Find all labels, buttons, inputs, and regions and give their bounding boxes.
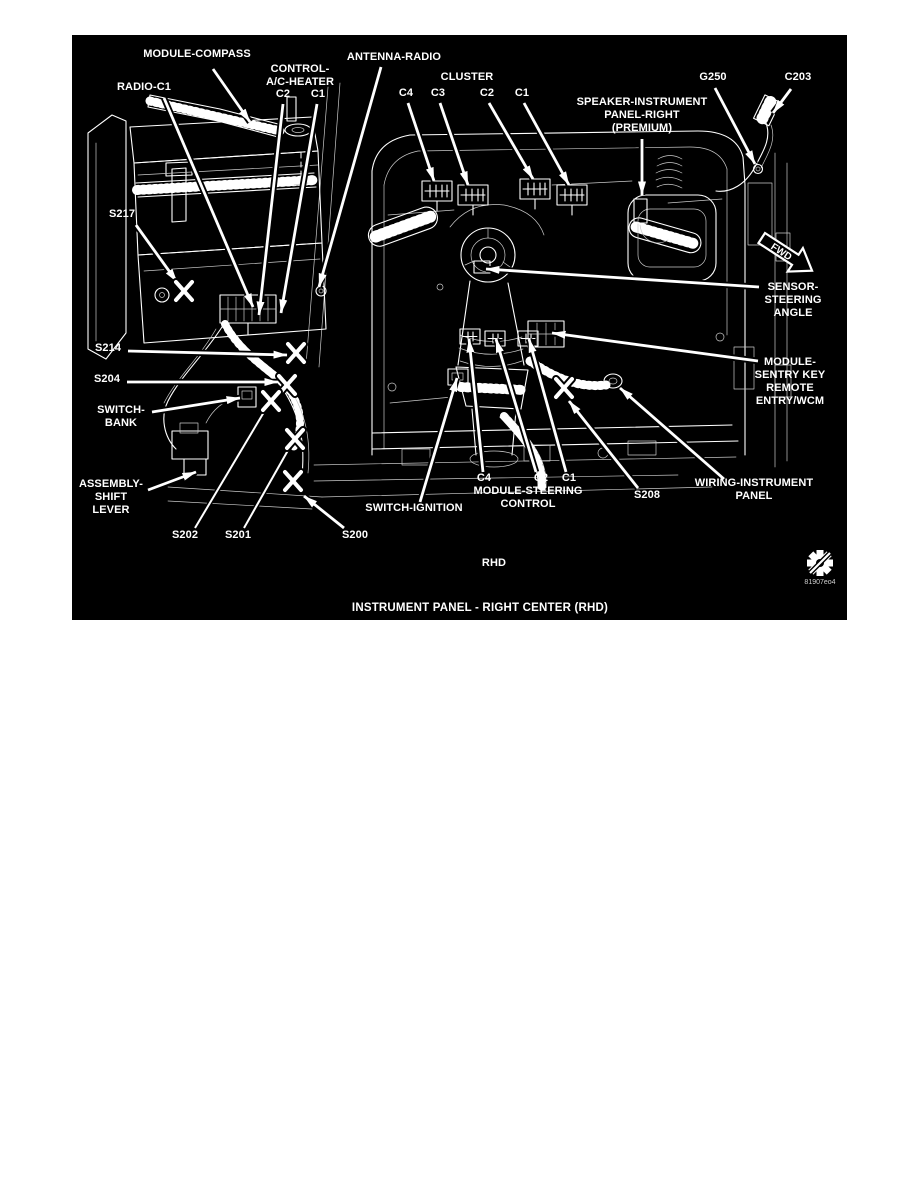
- wiring-diagram-svg: [72, 35, 847, 620]
- art-code: 81907eo4: [804, 579, 836, 586]
- callout-steering-control-c2: C2: [533, 472, 549, 484]
- callout-control-ac-heater: CONTROL-A/C-HEATER: [265, 63, 335, 88]
- callout-sensor-steering-angle: SENSOR-STEERING ANGLE: [764, 281, 822, 319]
- callout-s201: S201: [224, 529, 252, 541]
- callout-assembly-shift-lever: ASSEMBLY-SHIFT LEVER: [78, 478, 144, 516]
- instrument-panel-figure: [72, 35, 847, 620]
- callout-antenna-radio: ANTENNA-RADIO: [346, 51, 442, 63]
- splice-x-S200: [285, 472, 301, 490]
- callout-c203: C203: [784, 71, 812, 83]
- callout-steering-control-c4: C4: [476, 472, 492, 484]
- callout-s214: S214: [94, 342, 122, 354]
- callout-cluster-c1: C1: [514, 87, 530, 99]
- figure-caption: INSTRUMENT PANEL - RIGHT CENTER (RHD): [351, 602, 609, 614]
- callout-cluster: CLUSTER: [440, 71, 494, 83]
- splice-x-S214: [288, 344, 304, 362]
- callout-steering-control-c1: C1: [561, 472, 577, 484]
- callout-module-sentry-key: MODULE-SENTRY KEY REMOTE ENTRY/WCM: [754, 356, 826, 407]
- callout-switch-ignition: SWITCH-IGNITION: [365, 502, 463, 514]
- callout-s200: S200: [341, 529, 369, 541]
- splice-x-S202: [263, 392, 279, 410]
- callout-cluster-c4: C4: [398, 87, 414, 99]
- callout-control-c2: C2: [275, 88, 291, 100]
- splice-x-S217: [176, 282, 192, 300]
- callout-s208: S208: [633, 489, 661, 501]
- callout-module-compass: MODULE-COMPASS: [143, 48, 251, 60]
- callout-module-steering-control: MODULE-STEERING CONTROL: [473, 485, 583, 510]
- gear-art-icon: [807, 550, 833, 576]
- fwd-label: FWD: [768, 241, 794, 264]
- callout-g250: G250: [699, 71, 727, 83]
- callout-cluster-c2: C2: [479, 87, 495, 99]
- callout-control-c1: C1: [310, 88, 326, 100]
- callout-wiring-instrument-panel: WIRING-INSTRUMENT PANEL: [694, 477, 814, 502]
- callout-switch-bank: SWITCH-BANK: [97, 404, 145, 429]
- view-note-rhd: RHD: [481, 557, 507, 569]
- callout-s202: S202: [171, 529, 199, 541]
- callout-radio-c1: RADIO-C1: [117, 81, 171, 93]
- callout-s204: S204: [93, 373, 121, 385]
- callout-s217: S217: [108, 208, 136, 220]
- callout-cluster-c3: C3: [430, 87, 446, 99]
- callout-speaker-instrument-panel-right: SPEAKER-INSTRUMENT PANEL-RIGHT (PREMIUM): [576, 96, 708, 134]
